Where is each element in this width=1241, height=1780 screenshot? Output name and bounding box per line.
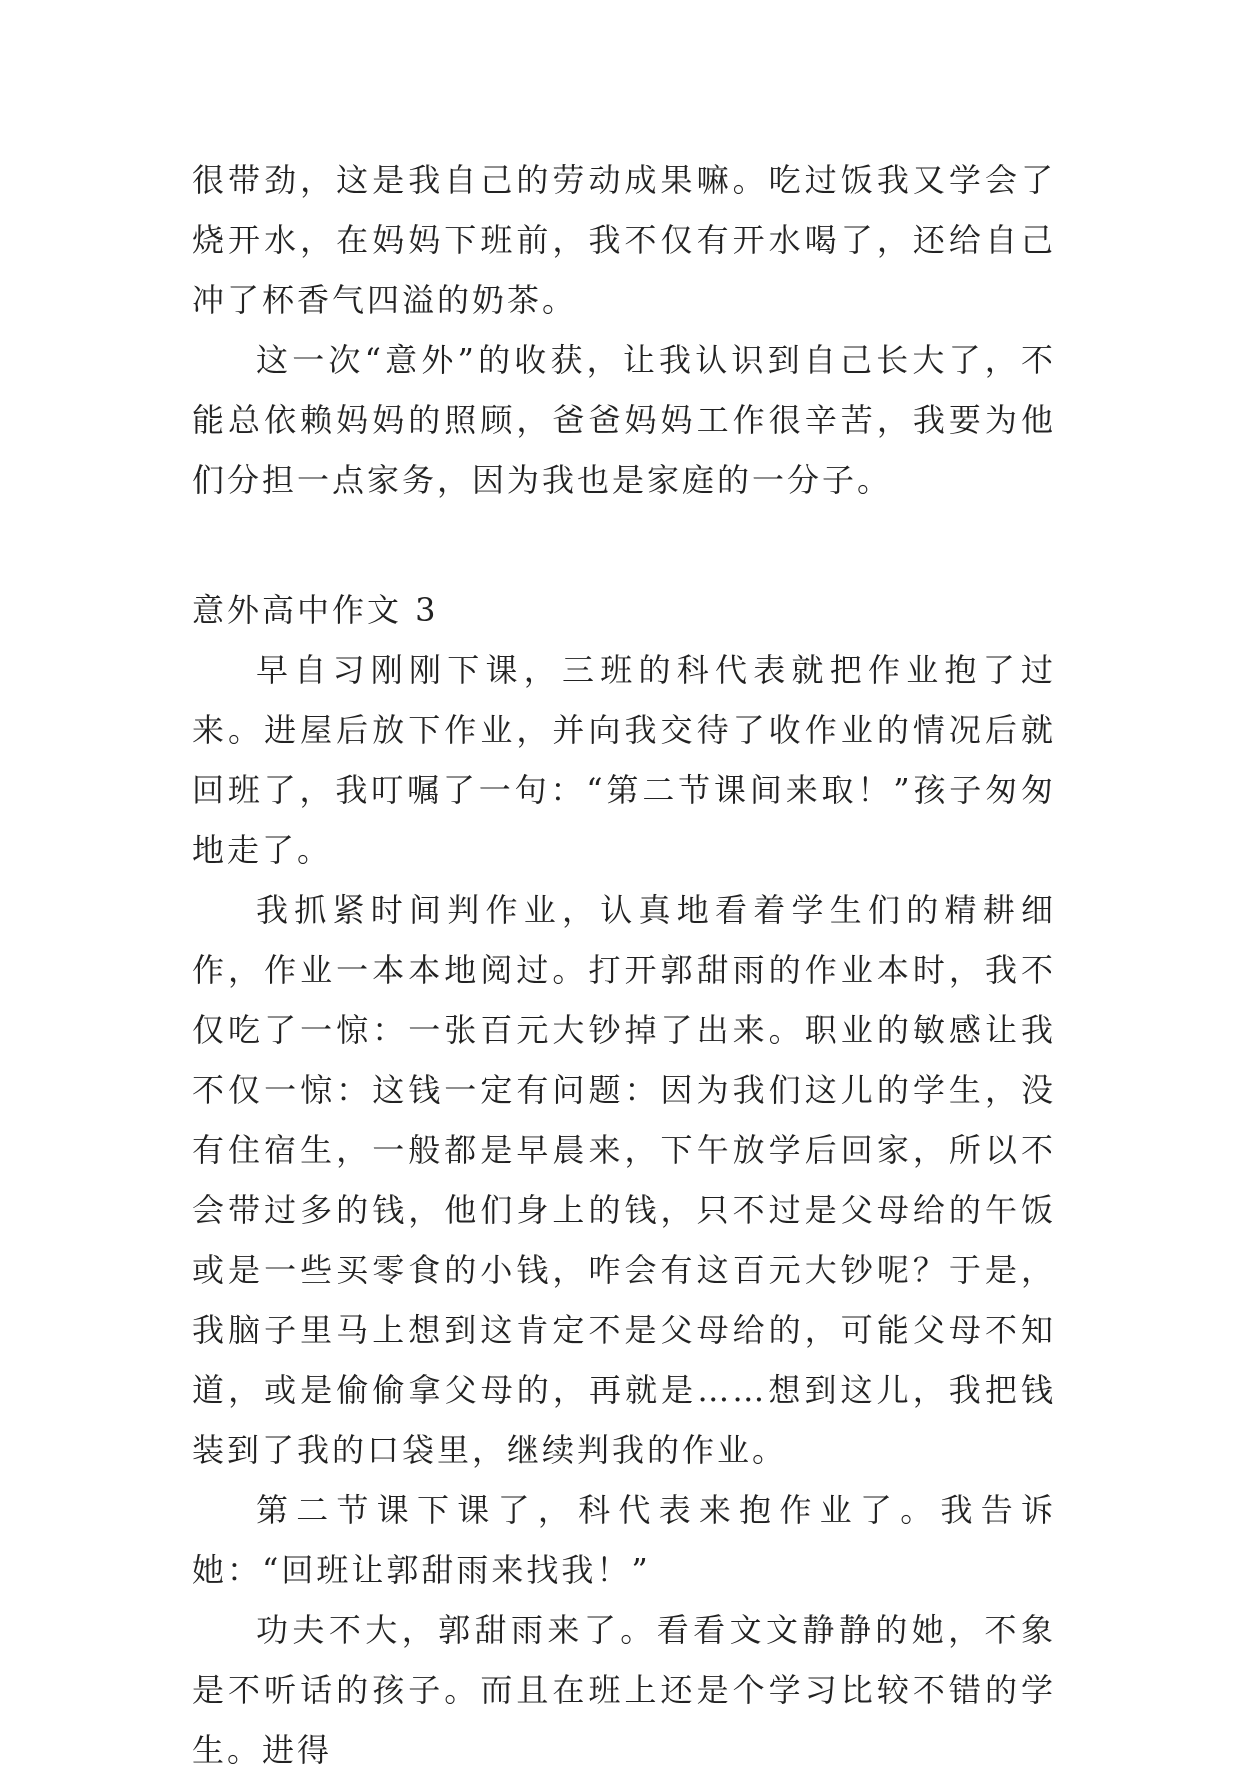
paragraph: 第二节课下课了，科代表来抱作业了。我告诉她：“回班让郭甜雨来找我！” <box>192 1491 1056 1589</box>
paragraph: 早自习刚刚下课，三班的科代表就把作业抱了过来。进屋后放下作业，并向我交待了收作业的情况后就回班了，我叮嘱了一句：“第二节课间来取！”孩子匆匆地走了。 <box>192 651 1056 869</box>
section-title: 意外高中作文 3 <box>192 591 439 629</box>
paragraph: 我抓紧时间判作业，认真地看着学生们的精耕细作，作业一本本地阅过。打开郭甜雨的作业本时，我不仅吃了一惊：一张百元大钞掉了出来。职业的敏感让我不仅一惊：这钱一定有问题：因为我们这儿的学生，没有住宿生，一般都是早晨来，下午放学后回家，所以不会带过多的钱，他们身上的钱，只不过是父母给的午饭或是一些买零食的小钱，咋会有这百元大钞呢？于是，我脑子里马上想到这肯定不是父母给的，可能父母不知道，或是偷偷拿父母的，再就是……想到这儿，我把钱装到了我的口袋里，继续判我的作业。 <box>192 891 1056 1469</box>
paragraph: 这一次“意外”的收获，让我认识到自己长大了，不能总依赖妈妈的照顾，爸爸妈妈工作很辛苦，我要为他们分担一点家务，因为我也是家庭的一分子。 <box>192 341 1056 499</box>
document-body <box>192 150 1056 1780</box>
paragraph-continued: 很带劲，这是我自己的劳动成果嘛。吃过饭我又学会了烧开水，在妈妈下班前，我不仅有开水喝了，还给自己冲了杯香气四溢的奶茶。 <box>192 161 1056 319</box>
paragraph: 功夫不大，郭甜雨来了。看看文文静静的她，不象是不听话的孩子。而且在班上还是个学习比较不错的学生。进得 <box>192 1611 1056 1769</box>
